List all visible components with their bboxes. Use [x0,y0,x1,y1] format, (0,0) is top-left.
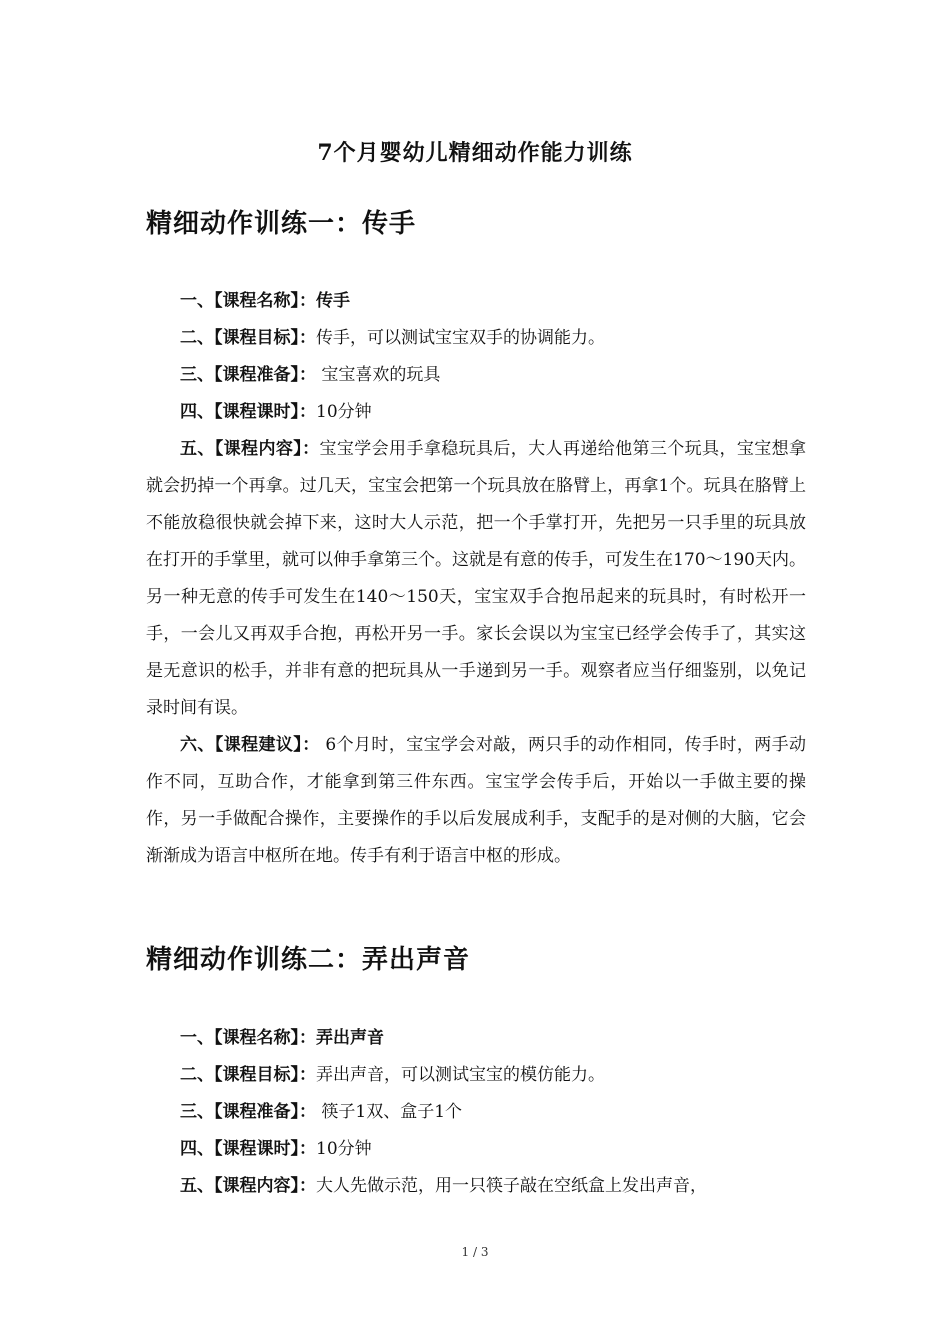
section-1-items [146,283,806,875]
item-label: 五、【课程内容】： [180,1176,316,1196]
item-label: 一、【课程名称】： [180,1028,316,1048]
item-label: 二、【课程目标】： [180,328,316,348]
course-content-item [146,1168,806,1205]
item-text: 筷子1双、盒子1个 [316,1102,463,1122]
course-goal-item [146,1057,806,1094]
course-duration-item [146,394,806,431]
section-heading-2: 精细动作训练二：弄出声音 [146,945,471,975]
item-text: 宝宝喜欢的玩具 [316,365,441,385]
item-label: 四、【课程课时】： [180,1139,316,1159]
item-text: 宝宝学会用手拿稳玩具后，大人再递给他第三个玩具，宝宝想拿就会扔掉一个再拿。过几天，宝宝会把第一个玩具放在胳臂上，再拿1个。玩具在胳臂上不能放稳很快就会掉下来，这时大人示范，把一个手掌打开，先把另一只手里的玩具放在打开的手掌里，就可以伸手拿第三个。这就是有意的传手，可发生在170～190天内。另一种无意的传手可发生在140～150天，宝宝双手合抱吊起来的玩具时，有时松开一手，一会儿又再双手合抱，再松开另一手。家长会误以为宝宝已经学会传手了，其实这是无意识的松手，并非有意的把玩具从一手递到另一手。观察者应当仔细鉴别，以免记录时间有误。 [146,439,806,718]
item-text: 10分钟 [316,402,372,422]
item-text: 传手，可以测试宝宝双手的协调能力。 [316,328,605,348]
item-text: 6个月时，宝宝学会对敲，两只手的动作相同，传手时，两手动作不同，互助合作，才能拿到第三件东西。宝宝学会传手后，开始以一手做主要的操作，另一手做配合操作，主要操作的手以后发展成利手，支配手的是对侧的大脑，它会渐渐成为语言中枢所在地。传手有利于语言中枢的形成。 [146,735,807,866]
item-text: 弄出声音 [316,1028,384,1048]
item-label: 六、【课程建议】： [180,735,320,755]
section-2-items [146,1020,806,1205]
item-text: 大人先做示范，用一只筷子敲在空纸盒上发出声音， [316,1176,707,1196]
course-content-item [146,431,806,727]
section-heading-1: 精细动作训练一：传手 [146,209,417,239]
item-text: 弄出声音，可以测试宝宝的模仿能力。 [316,1065,605,1085]
course-preparation-item [146,357,806,394]
page-number: 1 / 3 [461,1245,489,1259]
course-duration-item [146,1131,806,1168]
item-text: 传手 [316,291,350,311]
course-preparation-item [146,1094,806,1131]
item-label: 三、【课程准备】： [180,1102,316,1122]
course-name-item [146,1020,806,1057]
course-goal-item [146,320,806,357]
document-title: 7个月婴幼儿精细动作能力训练 [317,140,633,166]
item-label: 四、【课程课时】： [180,402,316,422]
course-suggestion-item [146,727,806,875]
item-label: 五、【课程内容】： [180,439,320,459]
item-label: 三、【课程准备】： [180,365,316,385]
item-label: 二、【课程目标】： [180,1065,316,1085]
course-name-item [146,283,806,320]
item-text: 10分钟 [316,1139,372,1159]
item-label: 一、【课程名称】： [180,291,316,311]
